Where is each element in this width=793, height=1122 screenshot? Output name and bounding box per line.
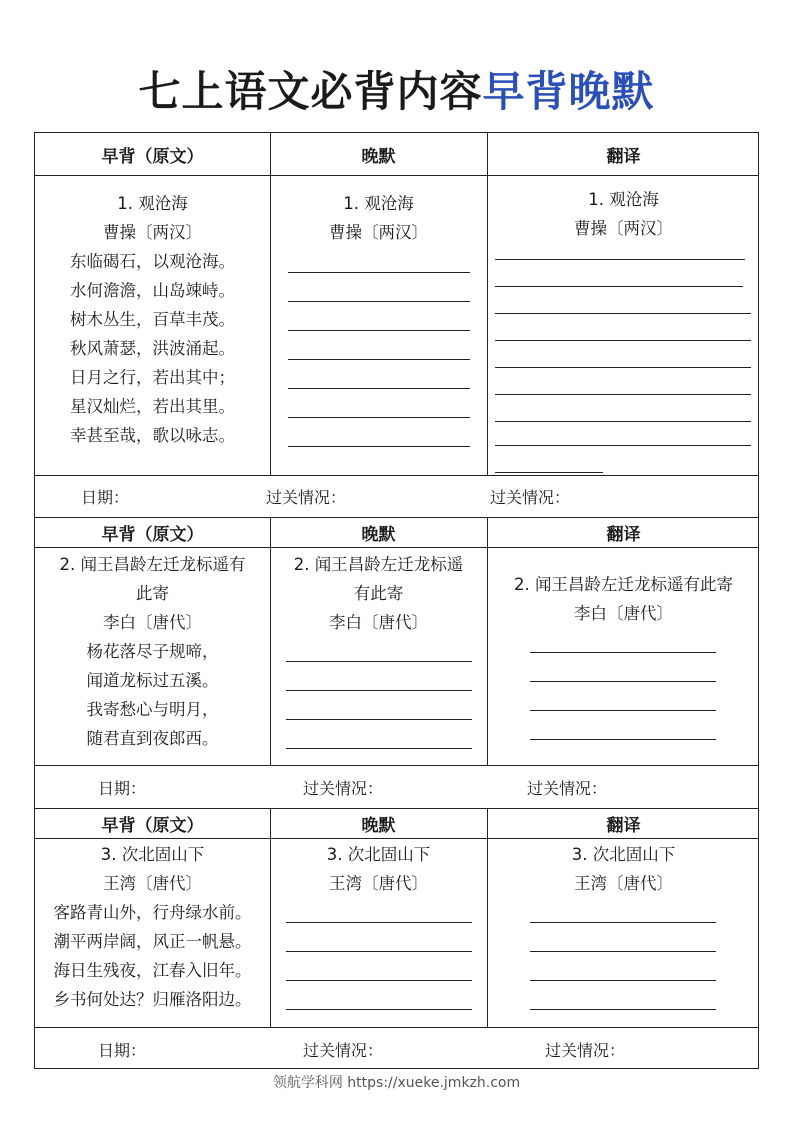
- poem-line: 树木丛生，百草丰茂。: [70, 310, 235, 329]
- pass-status-label: 过关情况：: [490, 488, 571, 507]
- poem-line: 客路青山外，行舟绿水前。: [53, 903, 252, 922]
- poem-line: 我寄愁心与明月，: [86, 700, 219, 719]
- translate-write-line[interactable]: [495, 394, 751, 395]
- poem-author: 王湾〔唐代〕: [103, 874, 202, 893]
- poem-line: 星汉灿烂，若出其里。: [70, 397, 235, 416]
- recall-write-line[interactable]: [286, 1009, 472, 1010]
- translate-write-line[interactable]: [495, 259, 745, 260]
- header-translate: 翻译: [606, 524, 641, 545]
- poem-author: 王湾〔唐代〕: [574, 874, 673, 893]
- recall-write-line[interactable]: [286, 719, 472, 720]
- translate-write-line[interactable]: [530, 980, 716, 981]
- header-original: 早背（原文）: [101, 815, 204, 836]
- recall-write-line[interactable]: [286, 980, 472, 981]
- translate-write-line[interactable]: [495, 445, 751, 446]
- translate-write-line[interactable]: [495, 313, 751, 314]
- translate-write-line[interactable]: [530, 710, 716, 711]
- recall-write-line[interactable]: [288, 417, 470, 418]
- recall-write-line[interactable]: [286, 748, 472, 749]
- recall-write-line[interactable]: [288, 359, 470, 360]
- poem-author: 曹操〔两汉〕: [574, 219, 673, 238]
- pass-status-label: 过关情况：: [266, 488, 347, 507]
- recall-write-line[interactable]: [288, 330, 470, 331]
- page-title: [0, 62, 793, 122]
- header-original: 早背（原文）: [101, 524, 204, 545]
- pass-status-label: 过关情况：: [527, 779, 608, 798]
- title-accent: 早背晚默: [482, 67, 655, 116]
- poem-original: [35, 189, 270, 450]
- poem-line: 乡书何处达？归雁洛阳边。: [53, 990, 252, 1009]
- recall-write-line[interactable]: [288, 301, 470, 302]
- translate-write-line[interactable]: [530, 739, 716, 740]
- row-divider: [35, 1027, 758, 1028]
- poem-title: 1. 观沧海: [588, 190, 659, 209]
- recall-heading: [270, 189, 487, 247]
- header-original: 早背（原文）: [101, 146, 204, 167]
- recall-write-line[interactable]: [286, 661, 472, 662]
- poem-line: 潮平两岸阔，风正一帆悬。: [53, 932, 252, 951]
- row-divider: [35, 765, 758, 766]
- poem-title: 1. 观沧海: [117, 194, 188, 213]
- poem-original: [35, 550, 270, 753]
- row-divider: [35, 475, 758, 476]
- poem-title: 2. 闻王昌龄左迁龙标遥有: [59, 555, 246, 574]
- poem-original: [35, 840, 270, 1014]
- poem-line: 幸甚至哉，歌以咏志。: [70, 426, 235, 445]
- poem-line: 东临碣石，以观沧海。: [70, 252, 235, 271]
- poem-author: 李白〔唐代〕: [329, 613, 428, 632]
- header-recall: 晚默: [361, 146, 396, 167]
- poem-line: 日月之行，若出其中；: [70, 368, 235, 387]
- date-label: 日期：: [81, 488, 130, 507]
- header-recall: 晚默: [361, 815, 396, 836]
- poem-title: 2. 闻王昌龄左迁龙标遥有此寄: [514, 575, 733, 594]
- poem-title: 2. 闻王昌龄左迁龙标遥: [293, 555, 464, 574]
- translate-heading: [487, 840, 760, 898]
- title-main: 七上语文必背内容: [138, 67, 483, 116]
- translate-write-line[interactable]: [495, 421, 751, 422]
- recall-heading: [270, 840, 487, 898]
- date-label: 日期：: [98, 1041, 147, 1060]
- column-divider: [487, 517, 488, 765]
- pass-status-label: 过关情况：: [303, 1041, 384, 1060]
- poem-line: 秋风萧瑟，洪波涌起。: [70, 339, 235, 358]
- poem-author: 李白〔唐代〕: [103, 613, 202, 632]
- recall-write-line[interactable]: [286, 922, 472, 923]
- column-divider: [270, 133, 271, 475]
- header-recall: 晚默: [361, 524, 396, 545]
- header-translate: 翻译: [606, 815, 641, 836]
- poem-author: 曹操〔两汉〕: [103, 223, 202, 242]
- row-divider: [35, 838, 758, 839]
- row-divider: [35, 175, 758, 176]
- row-divider: [35, 547, 758, 548]
- recall-heading: [270, 550, 487, 637]
- translate-write-line[interactable]: [530, 951, 716, 952]
- translate-write-line[interactable]: [530, 1009, 716, 1010]
- translate-write-line[interactable]: [495, 367, 751, 368]
- poem-author: 李白〔唐代〕: [574, 604, 673, 623]
- recall-write-line[interactable]: [286, 690, 472, 691]
- header-translate: 翻译: [606, 146, 641, 167]
- poem-title: 3. 次北固山下: [100, 845, 205, 864]
- poem-title: 有此寄: [353, 584, 404, 603]
- translate-write-line[interactable]: [495, 286, 743, 287]
- poem-title: 3. 次北固山下: [326, 845, 431, 864]
- poem-line: 随君直到夜郎西。: [86, 729, 219, 748]
- poem-author: 曹操〔两汉〕: [329, 223, 428, 242]
- poem-author: 王湾〔唐代〕: [329, 874, 428, 893]
- poem-title: 此寄: [136, 584, 169, 603]
- translate-write-line[interactable]: [530, 681, 716, 682]
- poem-line: 海日生残夜，江春入旧年。: [53, 961, 252, 980]
- translate-write-line[interactable]: [495, 472, 603, 473]
- translate-heading: [487, 185, 760, 243]
- poem-line: 水何澹澹，山岛竦峙。: [70, 281, 235, 300]
- source-watermark: 领航学科网 https://xueke.jmkzh.com: [272, 1075, 521, 1091]
- recall-write-line[interactable]: [286, 951, 472, 952]
- poem-title: 1. 观沧海: [343, 194, 414, 213]
- translate-write-line[interactable]: [530, 922, 716, 923]
- recall-write-line[interactable]: [288, 388, 470, 389]
- translate-write-line[interactable]: [495, 340, 751, 341]
- translate-heading: [487, 570, 760, 628]
- poem-line: 杨花落尽子规啼，: [86, 642, 219, 661]
- pass-status-label: 过关情况：: [545, 1041, 626, 1060]
- translate-write-line[interactable]: [530, 652, 716, 653]
- worksheet-table: [34, 132, 759, 1069]
- recall-write-line[interactable]: [288, 272, 470, 273]
- pass-status-label: 过关情况：: [303, 779, 384, 798]
- date-label: 日期：: [98, 779, 147, 798]
- recall-write-line[interactable]: [288, 446, 470, 447]
- poem-line: 闻道龙标过五溪。: [86, 671, 219, 690]
- poem-title: 3. 次北固山下: [571, 845, 676, 864]
